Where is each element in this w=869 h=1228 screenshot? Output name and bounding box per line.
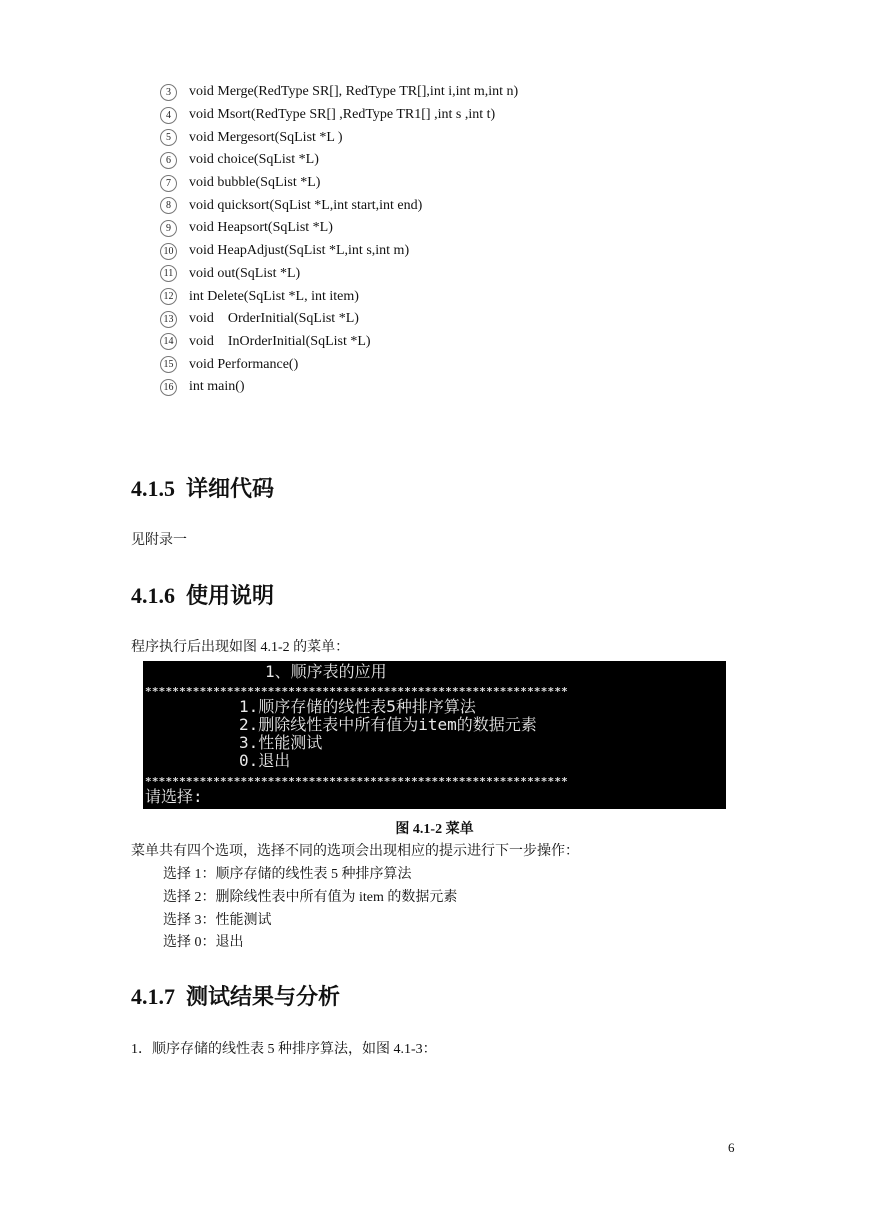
circled-number: 14 [160, 333, 177, 350]
function-signature: void quicksort(SqList *L,int start,int end) [189, 197, 423, 213]
function-signature: void Merge(RedType SR[], RedType TR[],int i,int m,int n) [189, 84, 519, 100]
function-signature: int main() [189, 379, 245, 395]
function-signature: void OrderInitial(SqList *L) [189, 311, 359, 327]
list-item [160, 263, 518, 286]
function-signature: void InOrderInitial(SqList *L) [189, 333, 371, 349]
list-item [160, 104, 518, 127]
section-heading-417: 4.1.7 测试结果与分析 [131, 984, 341, 1009]
console-menu-item: 2.删除线性表中所有值为item的数据元素 [239, 715, 537, 734]
function-signature: void Performance() [189, 356, 299, 372]
menu-option-desc: 选择 3：性能测试 [163, 913, 272, 928]
circled-number: 11 [160, 265, 177, 282]
circled-number: 5 [160, 129, 177, 146]
circled-number: 12 [160, 288, 177, 305]
section-item-417: 1．顺序存储的线性表 5 种排序算法，如图 4.1-3： [131, 1042, 437, 1057]
console-menu-screenshot [143, 661, 726, 809]
list-item [160, 194, 518, 217]
function-signature: void HeapAdjust(SqList *L,int s,int m) [189, 243, 410, 259]
circled-number: 16 [160, 379, 177, 396]
menu-option-desc: 选择 0：退出 [163, 935, 244, 950]
list-item [160, 81, 518, 104]
section-intro-416: 程序执行后出现如图 4.1-2 的菜单： [131, 640, 350, 655]
list-item [160, 217, 518, 240]
function-signature: void Msort(RedType SR[] ,RedType TR1[] ,int s ,int t) [189, 107, 496, 123]
circled-number: 10 [160, 243, 177, 260]
circled-number: 3 [160, 84, 177, 101]
menu-option-desc: 选择 1：顺序存储的线性表 5 种排序算法 [163, 867, 412, 882]
circled-number: 15 [160, 356, 177, 373]
circled-number: 7 [160, 175, 177, 192]
menu-option-desc: 选择 2：删除线性表中所有值为 item 的数据元素 [163, 890, 458, 905]
circled-number: 4 [160, 107, 177, 124]
list-item [160, 172, 518, 195]
console-prompt: 请选择: [145, 787, 203, 806]
list-item [160, 376, 518, 399]
list-item [160, 149, 518, 172]
section-heading-415: 4.1.5 详细代码 [131, 476, 275, 501]
list-item [160, 353, 518, 376]
function-signature: int Delete(SqList *L, int item) [189, 288, 359, 304]
list-item [160, 285, 518, 308]
section-body-415: 见附录一 [131, 533, 187, 548]
console-title: 1、顺序表的应用 [265, 662, 387, 681]
console-divider-top: ************************************************************** [145, 685, 568, 698]
console-menu-item: 0.退出 [239, 751, 291, 770]
console-divider-bottom: ************************************************************** [145, 775, 568, 788]
circled-number: 8 [160, 197, 177, 214]
section-heading-416: 4.1.6 使用说明 [131, 583, 275, 608]
function-signature: void out(SqList *L) [189, 265, 301, 281]
function-signature: void Heapsort(SqList *L) [189, 220, 333, 236]
function-list [160, 81, 518, 399]
circled-number: 6 [160, 152, 177, 169]
list-item [160, 240, 518, 263]
function-signature: void Mergesort(SqList *L ) [189, 129, 343, 145]
figure-caption: 图 4.1-2 菜单 [395, 822, 474, 837]
list-item [160, 126, 518, 149]
list-item [160, 308, 518, 331]
circled-number: 13 [160, 311, 177, 328]
console-menu-item: 3.性能测试 [239, 733, 323, 752]
function-signature: void bubble(SqList *L) [189, 175, 321, 191]
function-signature: void choice(SqList *L) [189, 152, 319, 168]
page-number: 6 [728, 1140, 735, 1155]
menu-description-intro: 菜单共有四个选项，选择不同的选项会出现相应的提示进行下一步操作： [131, 844, 579, 859]
list-item [160, 331, 518, 354]
console-menu-item: 1.顺序存储的线性表5种排序算法 [239, 697, 476, 716]
circled-number: 9 [160, 220, 177, 237]
